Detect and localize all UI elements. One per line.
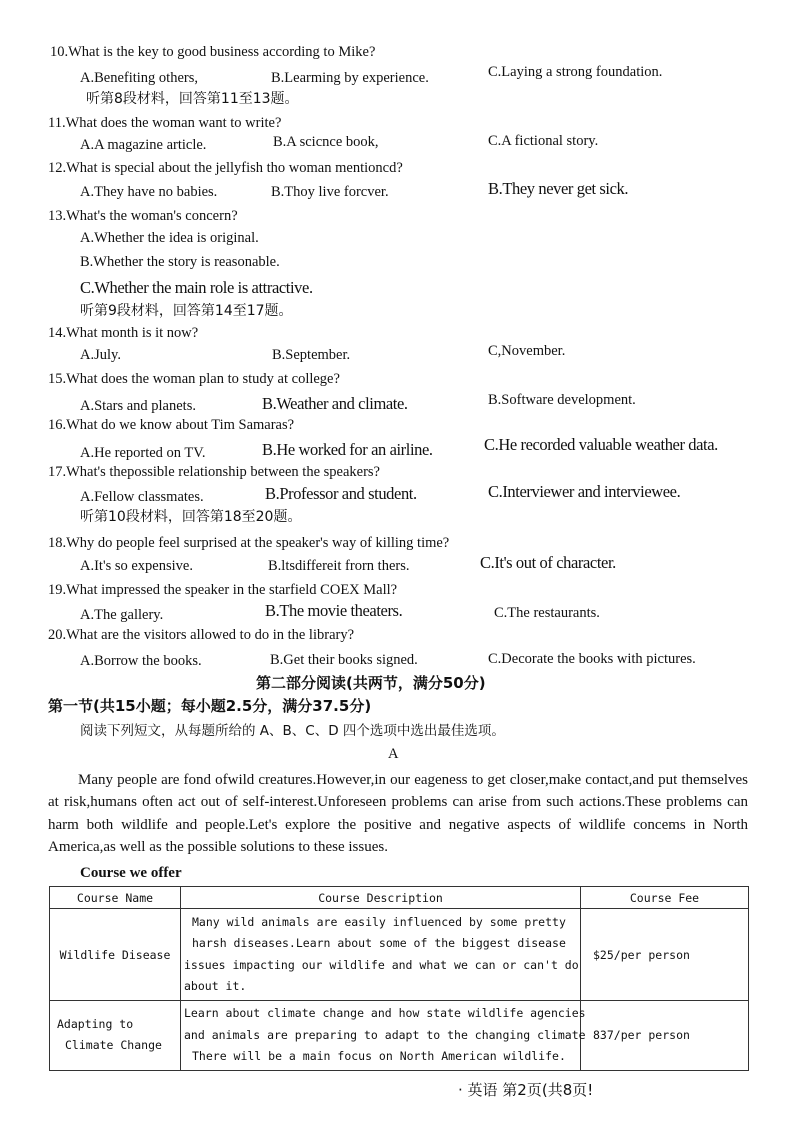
table-row <box>50 909 749 1001</box>
q18-option-b: B.ltsdiffereit frorn thers. <box>268 558 410 574</box>
header-course-fee: Course Fee <box>581 887 749 909</box>
segment-10-instruction: 听第10段材料，回答第18至20题。 <box>80 509 302 525</box>
q14-stem: 14.What month is it now? <box>48 325 199 341</box>
q11-stem: 11.What does the woman want to write? <box>48 115 282 131</box>
header-course-description: Course Description <box>181 887 581 909</box>
q13-option-b: B.Whether the story is reasonable. <box>80 254 280 270</box>
q10-option-a: A.Benefiting others, <box>80 70 198 86</box>
q13-stem: 13.What's the woman's concern? <box>48 208 238 224</box>
q19-option-c: C.The restaurants. <box>494 605 600 621</box>
description-line: issues impacting our wildlife and what we can or can't do <box>184 957 579 972</box>
q18-stem: 18.Why do people feel surprised at the speaker's way of killing time? <box>48 535 450 551</box>
q20-option-b: B.Get their books signed. <box>270 652 418 668</box>
segment-8-instruction: 听第8段材料，回答第11至13题。 <box>86 91 299 107</box>
description-line: about it. <box>184 979 247 993</box>
q16-option-b: B.He worked for an airline. <box>262 440 433 459</box>
description-line: Learn about climate change and how state wildlife agencies <box>184 1006 586 1020</box>
description-line: Many wild animals are easily influenced by some pretty <box>192 914 566 929</box>
q20-stem: 20.What are the visitors allowed to do in the library? <box>48 627 355 643</box>
course-name-line: Climate Change <box>65 1038 162 1053</box>
q19-option-a: A.The gallery. <box>80 607 164 623</box>
q11-option-a: A.A magazine article. <box>80 137 207 153</box>
q13-option-a: A.Whether the idea is original. <box>80 230 259 246</box>
q15-option-b: B.Weather and climate. <box>262 394 408 413</box>
q18-option-a: A.It's so expensive. <box>80 558 193 574</box>
q12-option-c: B.They never get sick. <box>488 179 629 198</box>
course-name-cell <box>50 909 181 1001</box>
course-fee: 837/per person <box>593 1028 690 1043</box>
q12-stem: 12.What is special about the jellyfish tho woman mentioncd? <box>48 160 403 176</box>
part-2-title: 第二部分阅读(共两节，满分50分) <box>256 674 486 692</box>
course-heading: Course we offer <box>80 865 182 881</box>
course-fee-cell <box>581 1001 749 1071</box>
course-name-cell <box>50 1001 181 1071</box>
q14-option-a: A.July. <box>80 347 121 363</box>
passage-label: A <box>388 746 399 762</box>
q12-option-a: A.They have no babies. <box>80 184 218 200</box>
passage-paragraph: Many people are fond ofwild creatures.However,in our eageness to get closer,make contact,and put themselves at risk,humans often act out of self-interest.Unforeseen problems can arise from such actions.These problems can harm both wildlife and people.Let's explore the positive and negative aspects of wildlife concems in North America,as well as the possible solutions to these issues. <box>48 772 748 855</box>
course-fee: $25/per person <box>593 947 690 962</box>
q15-option-c: B.Software development. <box>488 392 636 408</box>
q14-option-b: B.September. <box>272 347 351 363</box>
description-line: There will be a main focus on North American wildlife. <box>192 1049 566 1063</box>
description-line: and animals are preparing to adapt to the changing climate <box>184 1027 586 1042</box>
page-footer: · 英语 第2页(共8页! <box>458 1081 594 1099</box>
q19-stem: 19.What impressed the speaker in the starfield COEX Mall? <box>48 582 398 598</box>
reading-instructions: 阅读下列短文，从每题所给的 A、B、C、D 四个选项中选出最佳选项。 <box>80 723 505 739</box>
q17-option-b: B.Professor and student. <box>265 484 417 503</box>
course-description-cell <box>181 1001 586 1071</box>
course-description-cell <box>181 909 581 1001</box>
q12-option-b: B.Thoy live forcver. <box>271 184 389 200</box>
q17-stem: 17.What's thepossible relationship between the speakers? <box>48 464 380 480</box>
table-header-row <box>50 887 749 909</box>
course-fee-cell <box>581 909 749 1001</box>
section-1-title: 第一节(共15小题；每小题2.5分，满分37.5分) <box>48 697 372 715</box>
description-line: harsh diseases.Learn about some of the biggest disease <box>192 936 566 950</box>
q17-option-c: C.Interviewer and interviewee. <box>488 482 681 501</box>
q18-option-c: C.It's out of character. <box>480 553 616 572</box>
q11-option-c: C.A fictional story. <box>488 133 599 149</box>
q13-option-c: C.Whether the main role is attractive. <box>80 278 313 297</box>
q16-option-c: C.He recorded valuable weather data. <box>484 435 718 454</box>
q10-option-b: B.Learming by experience. <box>271 70 429 86</box>
course-name-line: Adapting to <box>57 1016 134 1031</box>
q20-option-a: A.Borrow the books. <box>80 653 202 669</box>
q14-option-c: C,November. <box>488 343 566 359</box>
course-table <box>49 886 749 1071</box>
q20-option-c: C.Decorate the books with pictures. <box>488 651 696 667</box>
q15-stem: 15.What does the woman plan to study at college? <box>48 371 340 387</box>
q17-option-a: A.Fellow classmates. <box>80 489 204 505</box>
q19-option-b: B.The movie theaters. <box>265 601 403 620</box>
q16-option-a: A.He reported on TV. <box>80 445 206 461</box>
q11-option-b: B.A scicnce book, <box>273 134 379 150</box>
segment-9-instruction: 听第9段材料，回答第14至17题。 <box>80 303 293 319</box>
header-course-name: Course Name <box>50 887 181 909</box>
table-row <box>50 1001 749 1071</box>
q10-stem: 10.What is the key to good business according to Mike? <box>50 44 376 60</box>
q10-option-c: C.Laying a strong foundation. <box>488 64 663 80</box>
q16-stem: 16.What do we know about Tim Samaras? <box>48 417 295 433</box>
q15-option-a: A.Stars and planets. <box>80 398 196 414</box>
course-name: Wildlife Disease <box>59 947 171 962</box>
